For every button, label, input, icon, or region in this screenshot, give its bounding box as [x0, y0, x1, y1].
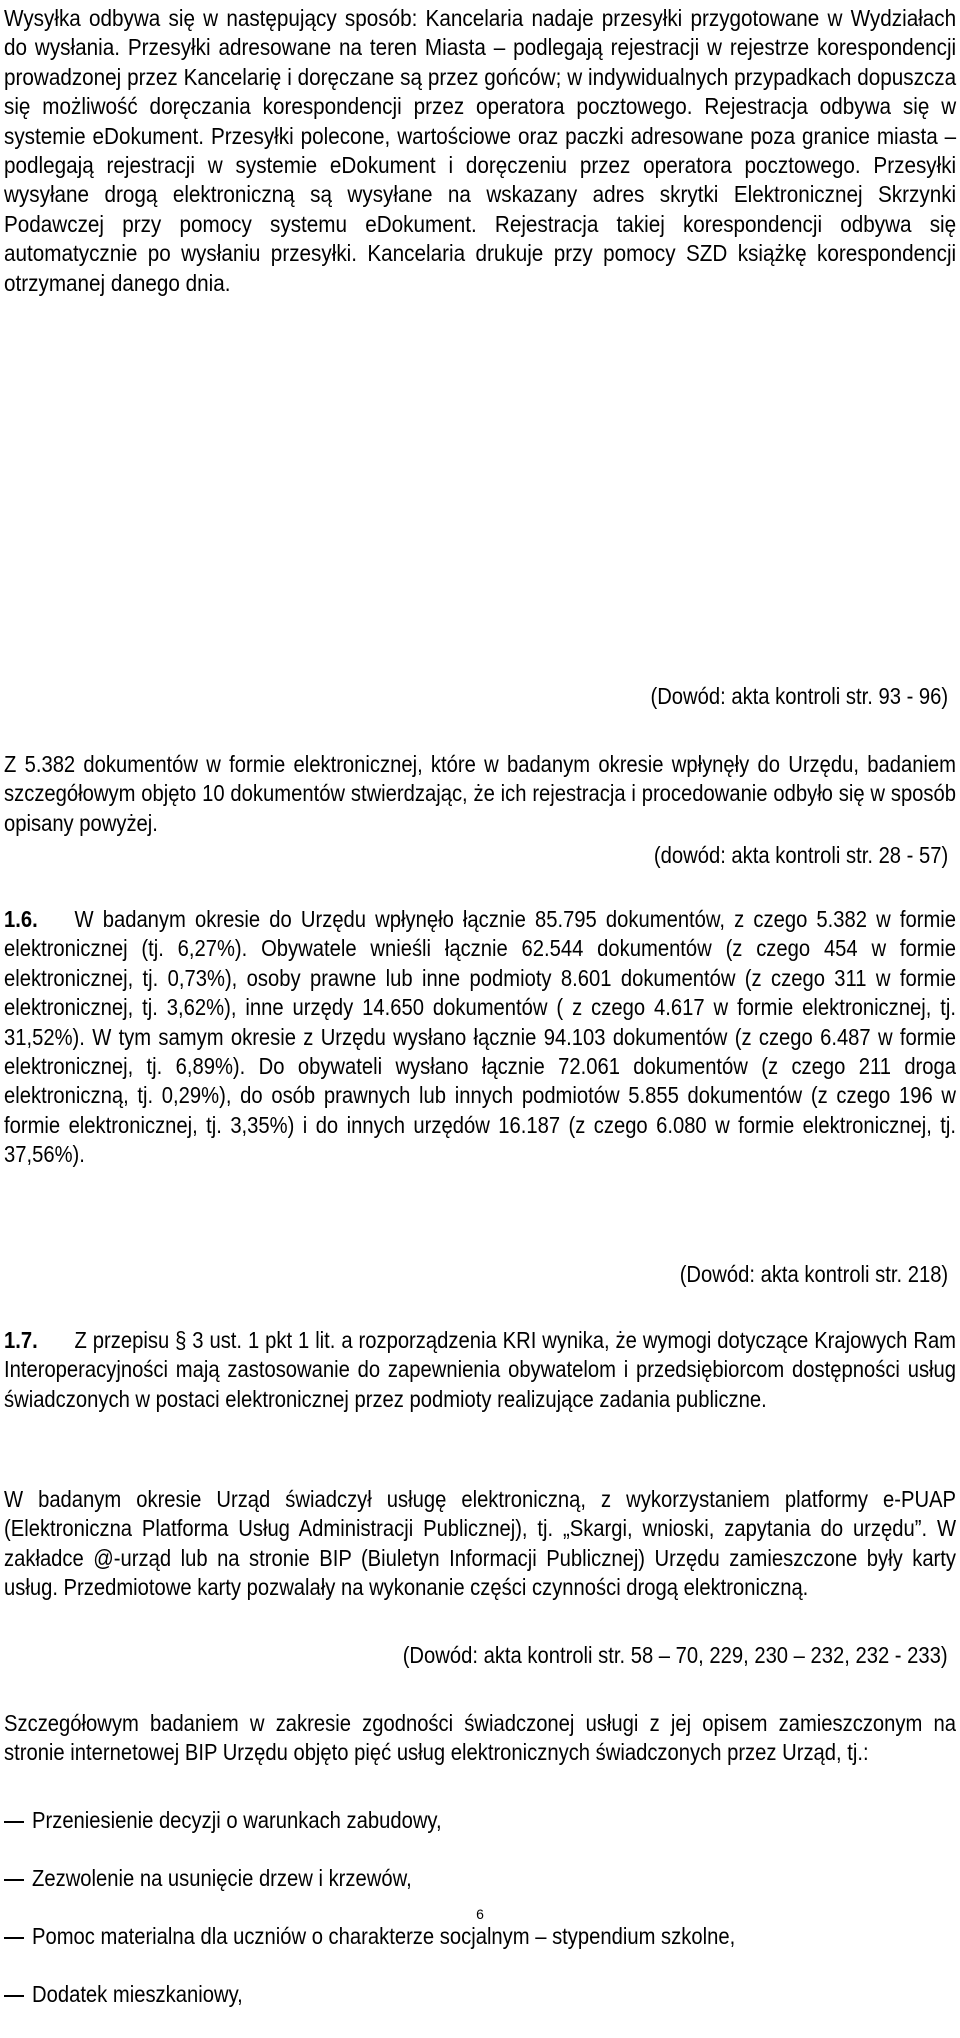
dash-bullet-icon: [4, 1879, 24, 1881]
dash-bullet-icon: [4, 1995, 24, 1997]
paragraph-dispatch: Wysyłka odbywa się w następujący sposób: Kancelaria nadaje przesyłki przygotowane w Wydziałach do wysłania. Przesyłki adresowane na teren Miasta – podlegają rejestracji w rejestrze korespondencji prowadzonej przez Kancelarię i doręczane są przez gońców; w indywidualnych przypadkach dopuszcza się możliwość doręczania korespondencji przez operatora pocztowego. Rejestracja odbywa się w systemie eDokument. Przesyłki polecone, wartościowe oraz paczki adresowane poza granice miasta – podlegają rejestracji w systemie eDokument i doręczeniu przez operatora pocztowego. Przesyłki wysyłane drogą elektroniczną są wysyłane na wskazany adres skrytki Elektronicznej Skrzynki Podawczej przy pomocy systemu eDokument. Rejestracja takiej korespondencji odbywa się automatycznie po wysłaniu przesyłki. Kancelaria drukuje przy pomocy SZD książkę korespondencji otrzymanej danego dnia.: [4, 5, 957, 296]
list-item: Zezwolenie na usunięcie drzew i krzewów,: [4, 1864, 956, 1922]
services-list: [4, 1806, 956, 2038]
section-text: W badanym okresie do Urzędu wpłynęło łącznie 85.795 dokumentów, z czego 5.382 w formie elektronicznej (tj. 6,27%). Obywatele wnieśli łącznie 62.544 dokumentów (z czego 454 w formie elektronicznej, tj. 0,73%), osoby prawne lub inne podmioty 8.601 dokumentów (z czego 311 w formie elektronicznej, tj. 3,62%), inne urzędy 14.650 dokumentów ( z czego 4.617 w formie elektronicznej, tj. 31,52%). W tym samym okresie z Urzędu wysłano łącznie 94.103 dokumentów (z czego 6.487 w formie elektronicznej, tj. 6,89%). Do obywateli wysłano łącznie 72.061 dokumentów (z czego 211 droga elektroniczną, tj. 0,29%), do osób prawnych lub innych podmiotów 5.855 dokumentów (z czego 196 w formie elektronicznej, tj. 3,35%) i do innych urzędów 16.187 (z czego 6.080 w formie elektronicznej, tj. 37,56%).: [4, 906, 957, 1168]
dash-bullet-icon: [4, 1821, 24, 1823]
paragraph-services-intro: Szczegółowym badaniem w zakresie zgodności świadczonej usługi z jej opisem zamieszczonym na stronie internetowej BIP Urzędu objęto pięć usług elektronicznych świadczonych przez Urząd, tj.:: [4, 1710, 957, 1766]
evidence-note-2: (dowód: akta kontroli str. 28 - 57): [653, 842, 948, 868]
section-1-7: [4, 1326, 956, 1414]
evidence-note-1: (Dowód: akta kontroli str. 93 - 96): [650, 683, 948, 709]
section-text: Z przepisu § 3 ust. 1 pkt 1 lit. a rozporządzenia KRI wynika, że wymogi dotyczące Krajowych Ram Interoperacyjności mają zastosowanie do zapewnienia obywatelom i przedsiębiorcom dostępności usług świadczonych w postaci elektronicznej przez podmioty realizujące zadania publiczne.: [4, 1327, 957, 1412]
list-item: Przeniesienie decyzji o warunkach zabudowy,: [4, 1806, 956, 1864]
paragraph-epuap: W badanym okresie Urząd świadczył usługę elektroniczną, z wykorzystaniem platformy e-PUAP (Elektroniczna Platforma Usług Administracji Publicznej), tj. „Skargi, wnioski, zapytania do urzędu”. W zakładce @-urząd lub na stronie BIP (Biuletyn Informacji Publicznej) Urzędu zamieszczone były karty usług. Przedmiotowe karty pozwalały na wykonanie części czynności drogą elektroniczną.: [4, 1486, 957, 1601]
evidence-note-3: (Dowód: akta kontroli str. 218): [679, 1261, 948, 1287]
section-number: 1.6.: [4, 906, 38, 932]
paragraph-electronic-docs: Z 5.382 dokumentów w formie elektronicznej, które w badanym okresie wpłynęły do Urzędu, badaniem szczegółowym objęto 10 dokumentów stwierdzając, że ich rejestracja i procedowanie odbyło się w sposób opisany powyżej.: [4, 751, 957, 836]
dash-bullet-icon: [4, 1937, 24, 1939]
section-number: 1.7.: [4, 1327, 38, 1353]
page-number: 6: [476, 1906, 484, 1922]
list-item: Dodatek mieszkaniowy,: [4, 1980, 956, 2038]
evidence-note-4: (Dowód: akta kontroli str. 58 – 70, 229, 230 – 232, 232 - 233): [403, 1642, 948, 1668]
list-item: Pomoc materialna dla uczniów o charakterze socjalnym – stypendium szkolne,: [4, 1922, 956, 1980]
section-1-6: [4, 905, 956, 1170]
